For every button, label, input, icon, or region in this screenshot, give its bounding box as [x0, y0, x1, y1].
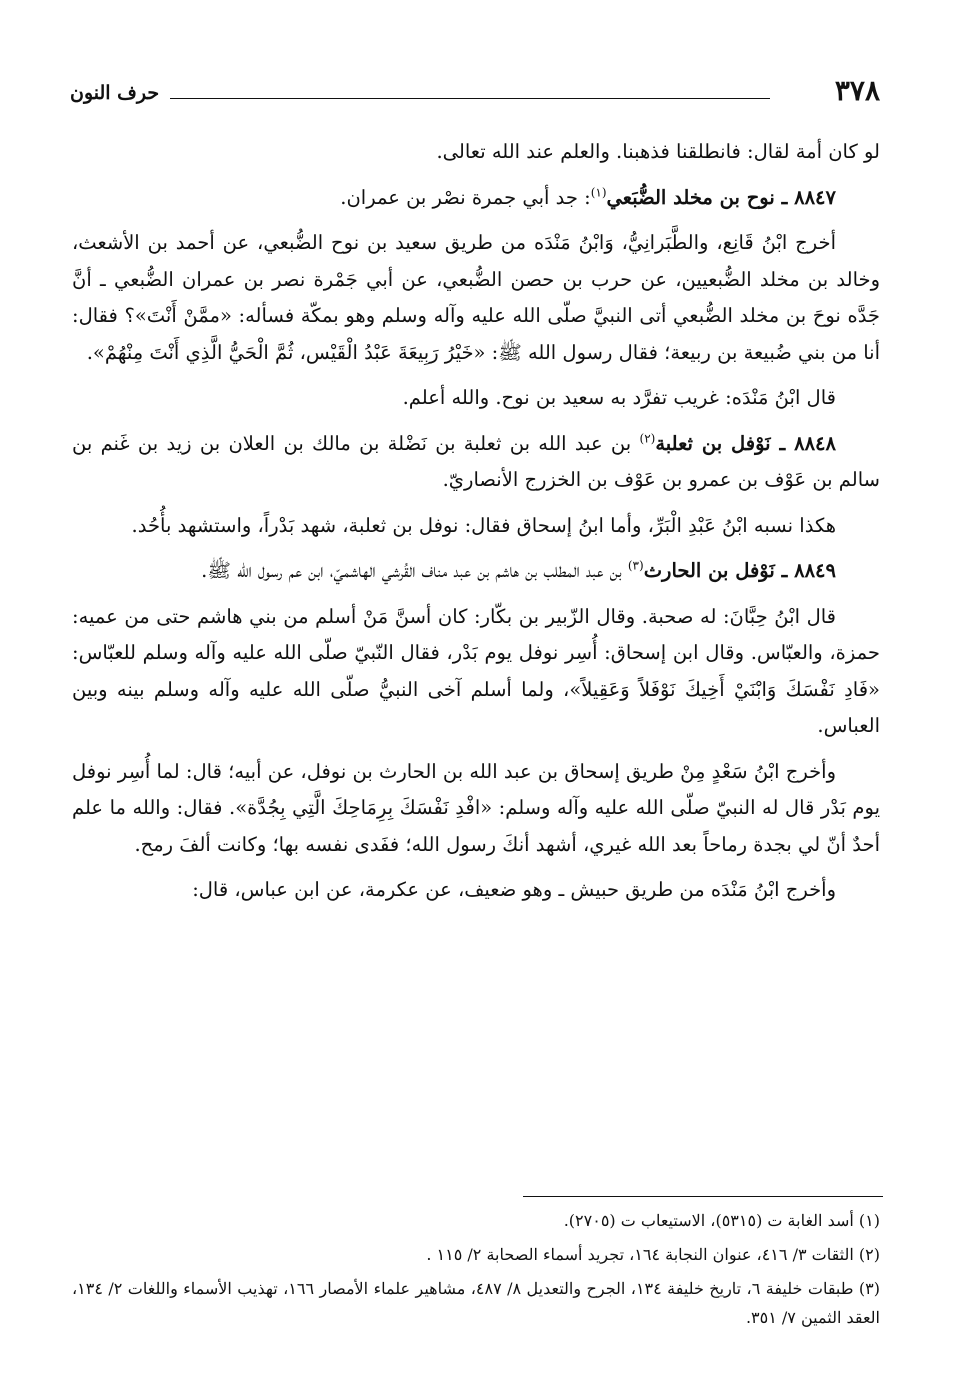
footnote-marker: (٣) — [627, 558, 644, 573]
entry-heading: ٨٨٤٩ ـ نَوْفل بن الحارث — [643, 559, 836, 582]
page-number: ٣٧٨ — [834, 74, 880, 107]
entry-heading: ٨٨٤٧ ـ نوح بن مخلد الضُّبَعي — [606, 185, 836, 209]
paragraph-text: هكذا نسبه ابْنُ عَبْدِ الْبَرِّ، وأما ابنُ إسحاق فقال: نوفل بن ثعلبة، شهد بَدْراً، واستشهد بأُحُد. — [131, 513, 836, 537]
paragraph-text: وأخرج ابْنُ سَعْدٍ مِنْ طريق إسحاق بن عبد الله بن الحارث بن نوفل، عن أبيه؛ قال: لما أُسِر نوفل يوم بَدْر قال له النبيّ صلّى الله عليه وآله وسلم: «افْدِ نَفْسَكَ بِرِمَاحِكَ الَّتِي بِجُدَّة». فقال: والله ما علم أحدٌ أنّ لي بجدة رماحاً بعد الله غيري، أشهد أنكَ رسول الله؛ ففَدى نفسه بها؛ وكانت ألفَ رمح. — [72, 759, 880, 856]
entry-heading: ٨٨٤٨ ـ نَوْفل بن ثعلبة — [655, 431, 836, 455]
paragraph — [72, 134, 880, 171]
paragraph — [72, 380, 880, 417]
footnotes — [72, 1206, 880, 1337]
footnote-marker: (١) — [590, 185, 607, 199]
paragraph-text: : جد أبي جمرة نصْر بن عمران. — [340, 185, 591, 209]
entry-paragraph — [72, 180, 880, 217]
paragraph-text: قال ابْنُ مَنْدَه: غريب تفرَّد به سعيد بن نوح. والله أعلم. — [402, 386, 836, 409]
entry-paragraph — [72, 553, 880, 590]
page-header — [70, 74, 880, 114]
paragraph-text: قال ابْنُ حِبَّانَ: له صحبة. وقال الزّبير بن بكّار: كان أسنَّ مَنْ أسلم من بني هاشم حتى من عميه: حمزة، والعبّاس. وقال ابن إسحاق: أُسِر نوفل يوم بَدْر، فقال النّبيّ صلّى الله عليه وآله وسلم للعبّاس: «فَادِ نَفْسَكَ وَابْنَيْ أَخِيكَ نَوْفَلاً وَعَقِيلاً»، ولما أسلم آخى النبيُّ صلّى الله عليه وآله وسلم بينه وبين العباس. — [72, 604, 880, 737]
header-rule — [170, 98, 770, 99]
paragraph-text: بن عبد المطلب بن هاشم بن عبد مناف القُرشي الهاشميّ، ابن عم رسول الله ﷺ. — [201, 559, 628, 582]
footnote: (٢) الثقات ٣/ ٤١٦، عنوان النجابة ١٦٤، تجريد أسماء الصحابة ٢/ ١١٥ . — [426, 1245, 880, 1264]
paragraph-text: لو كان أمة لقال: فانطلقنا فذهبنا. والعلم عند الله تعالى. — [436, 140, 880, 163]
footnote-separator — [523, 1196, 883, 1197]
entry-paragraph — [72, 426, 880, 499]
paragraph — [72, 754, 880, 864]
paragraph — [72, 872, 880, 909]
paragraph-text: أخرج ابْنُ قَانِع، والطَّبَرانِيُّ، وَابْنُ مَنْدَه من طريق سعيد بن نوح الضُّبعي، عن أحمد بن الأشعث، وخالد بن مخلد الضُّبعيين، عن حرب بن حصن الضُّبعي، عن أبي جَمْرة نصر بن عمران الضُّبعي ـ أنَّ جَدَّه نوحَ بن مخلد الضُّبعي أتى النبيَّ صلّى الله عليه وآله وسلم وهو بمكّة فسأله: «ممَّنْ أَنْتَ»؟ فقال: أنا من بني ضُبيعة بن ربيعة؛ فقال رسول الله ﷺ: «خَيْرُ رَبِيعَةَ عَبْدُ الْقَيْس، ثُمَّ الْحَيُّ الَّذِي أَنْتَ مِنْهُمْ». — [72, 231, 880, 364]
paragraph-text: بن عبد الله بن ثعلبة بن نَضْلة بن مالك بن العلان بن زيد بن غَنم بن سالم بن عَوْف بن عمرو بن عَوْف بن الخزرج الأنصاريّ. — [72, 431, 880, 491]
paragraph-text: وأخرج ابْنُ مَنْدَه من طريق حبيش ـ وهو ضعيف، عن عكرمة، عن ابن عباس، قال: — [192, 878, 836, 901]
paragraph — [72, 508, 880, 545]
paragraph — [72, 225, 880, 371]
footnote: (٣) طبقات خليفة ٦، تاريخ خليفة ١٣٤، الجرح والتعديل ٨/ ٤٨٧، مشاهير علماء الأمصار ١٦٦، تهذيب الأسماء واللغات ٢/ ١٣٤، العقد الثمين ٧/ ٣٥١. — [72, 1279, 880, 1327]
footnote-marker: (٢) — [639, 431, 656, 445]
footnote: (١) أسد الغابة ت (٥٣١٥)، الاستيعاب ت (٢٧٠٥). — [563, 1211, 880, 1230]
main-text — [72, 134, 880, 918]
paragraph — [72, 599, 880, 745]
running-head: حرف النون — [70, 82, 160, 104]
